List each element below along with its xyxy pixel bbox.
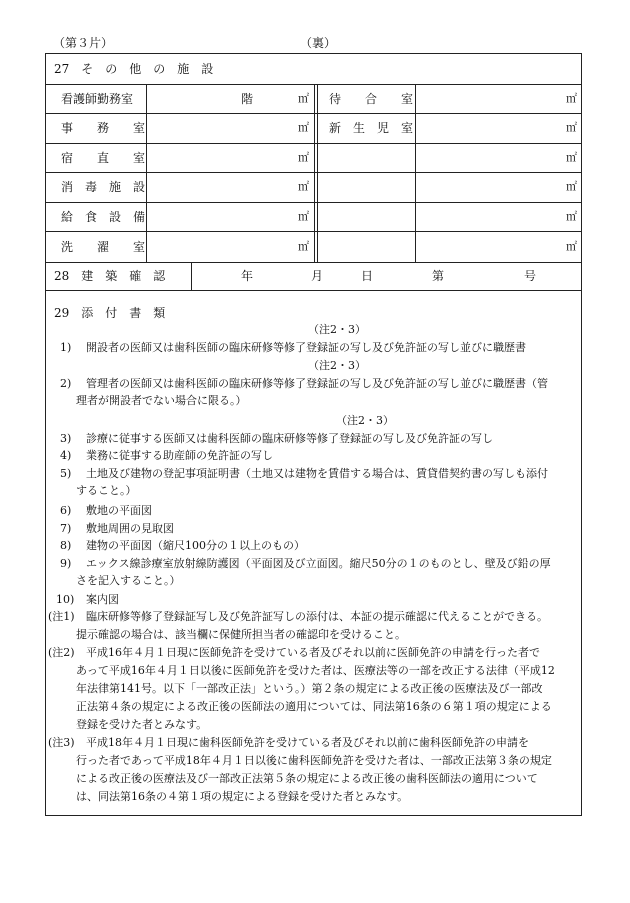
note-label: (注1) — [48, 610, 75, 623]
room-label-disinfection: 消 毒 施 設 — [61, 180, 146, 194]
item-number: 7) — [60, 522, 72, 535]
item-number: 1) — [60, 341, 72, 354]
item-number: 9) — [60, 557, 72, 570]
area-unit: ㎡ — [566, 151, 577, 164]
divider — [46, 262, 581, 263]
note-label: (注3) — [48, 736, 75, 749]
attachment-item: 業務に従事する助産師の免許証の写し — [86, 449, 273, 462]
divider — [317, 84, 318, 262]
date-day-unit: 日 — [361, 269, 374, 283]
divider — [191, 262, 192, 290]
area-unit: ㎡ — [566, 210, 577, 223]
floor-unit: 階 — [241, 92, 254, 106]
item-note: （注2・3） — [308, 323, 366, 336]
item-number: 5) — [60, 467, 72, 480]
item-number: 4) — [60, 449, 72, 462]
attachment-item-cont: さを記入すること。） — [76, 574, 181, 587]
area-unit: ㎡ — [298, 180, 309, 193]
area-unit: ㎡ — [566, 180, 577, 193]
date-month-unit: 月 — [311, 269, 324, 283]
room-label-food-service: 給 食 設 備 — [61, 210, 146, 224]
divider — [46, 143, 581, 144]
attachment-item: 土地及び建物の登記事項証明書（土地又は建物を賃借する場合は、賃貸借契約書の写しも添付 — [86, 467, 548, 480]
attachment-item: 開設者の医師又は歯科医師の臨床研修等修了登録証の写し及び免許証の写し並びに職歴書 — [86, 341, 526, 354]
attachment-item: 管理者の医師又は歯科医師の臨床研修等修了登録証の写し及び免許証の写し並びに職歴書（管 — [86, 377, 548, 390]
attachment-item-cont: すること。） — [76, 484, 137, 497]
attachment-item: 敷地の平面図 — [86, 504, 152, 517]
side-label: （裏） — [300, 36, 337, 50]
divider — [46, 113, 581, 114]
area-unit: ㎡ — [566, 92, 577, 105]
divider — [46, 290, 581, 291]
divider — [46, 202, 581, 203]
area-unit: ㎡ — [566, 121, 577, 134]
divider — [314, 84, 315, 262]
area-unit: ㎡ — [298, 151, 309, 164]
item-number: 3) — [60, 432, 72, 445]
attachment-item: 案内図 — [86, 593, 119, 606]
date-year-unit: 年 — [241, 269, 254, 283]
attachment-item: エックス線診療室放射線防護図（平面図及び立面図。縮尺50分の１のものとし、壁及び鉛の厚 — [86, 557, 551, 570]
note-line: は、同法第16条の４第１項の規定による登録を受けた者とみなす。 — [76, 790, 409, 803]
divider — [46, 231, 581, 232]
note-line: 行った者であって平成18年４月１日以後に歯科医師免許を受けた者は、一部改正法第３条の規定 — [76, 754, 552, 767]
area-unit: ㎡ — [298, 210, 309, 223]
note-line: 平成16年４月１日現に医師免許を受けている者及びそれ以前に医師免許の申請を行った者で — [86, 646, 540, 659]
page-label: （第３片） — [53, 36, 114, 50]
room-label-laundry: 洗 濯 室 — [61, 240, 146, 254]
divider — [46, 172, 581, 173]
divider — [415, 84, 416, 262]
area-unit: ㎡ — [298, 92, 309, 105]
item-number: 8) — [60, 539, 72, 552]
room-label-waiting: 待 合 室 — [329, 92, 414, 106]
area-unit: ㎡ — [298, 121, 309, 134]
note-line: 年法律第141号。以下「一部改正法」という。）第２条の規定による改正後の医療法及び一部改 — [76, 682, 543, 695]
item-number: 6) — [60, 504, 72, 517]
form-frame — [45, 53, 582, 816]
note-line: 登録を受けた者とみなす。 — [76, 718, 208, 731]
attachment-item: 敷地周囲の見取図 — [86, 522, 174, 535]
item-number: 2) — [60, 377, 72, 390]
area-unit: ㎡ — [298, 240, 309, 253]
room-label-nurse: 看護師勤務室 — [61, 92, 134, 106]
section27-title: 27 そ の 他 の 施 設 — [54, 62, 214, 76]
note-line: あって平成16年４月１日以後に医師免許を受けた者は、医療法等の一部を改正する法律（平成12 — [76, 664, 555, 677]
attachment-item: 診療に従事する医師又は歯科医師の臨床研修等修了登録証の写し及び免許証の写し — [86, 432, 493, 445]
item-note: （注2・3） — [336, 414, 394, 427]
attachment-item: 建物の平面図（縮尺100分の１以上のもの） — [86, 539, 305, 552]
divider — [146, 84, 147, 262]
number-suffix: 号 — [524, 269, 537, 283]
section28-title: 28 建 築 確 認 — [54, 269, 166, 283]
room-label-office: 事 務 室 — [61, 121, 146, 135]
note-line: による改正後の医療法及び一部改正法第５条の規定による改正後の歯科医師法の適用について — [76, 772, 538, 785]
note-label: (注2) — [48, 646, 75, 659]
note-line: 正法第４条の規定による改正後の医師法の適用については、同法第16条の６第１項の規定による — [76, 700, 552, 713]
room-label-newborn: 新 生 児 室 — [329, 121, 414, 135]
attachment-item-cont: 理者が開設者でない場合に限る。） — [76, 394, 247, 407]
area-unit: ㎡ — [566, 240, 577, 253]
note-line: 提示確認の場合は、該当欄に保健所担当者の確認印を受けること。 — [76, 628, 406, 641]
item-note: （注2・3） — [308, 359, 366, 372]
note-line: 臨床研修等修了登録証写し及び免許証写しの添付は、本証の提示確認に代えることができる。 — [86, 610, 548, 623]
note-line: 平成18年４月１日現に歯科医師免許を受けている者及びそれ以前に歯科医師免許の申請を — [86, 736, 529, 749]
section29-title: 29 添 付 書 類 — [54, 306, 166, 320]
room-label-night-duty: 宿 直 室 — [61, 151, 146, 165]
item-number: 10) — [56, 593, 75, 606]
number-prefix: 第 — [432, 269, 445, 283]
